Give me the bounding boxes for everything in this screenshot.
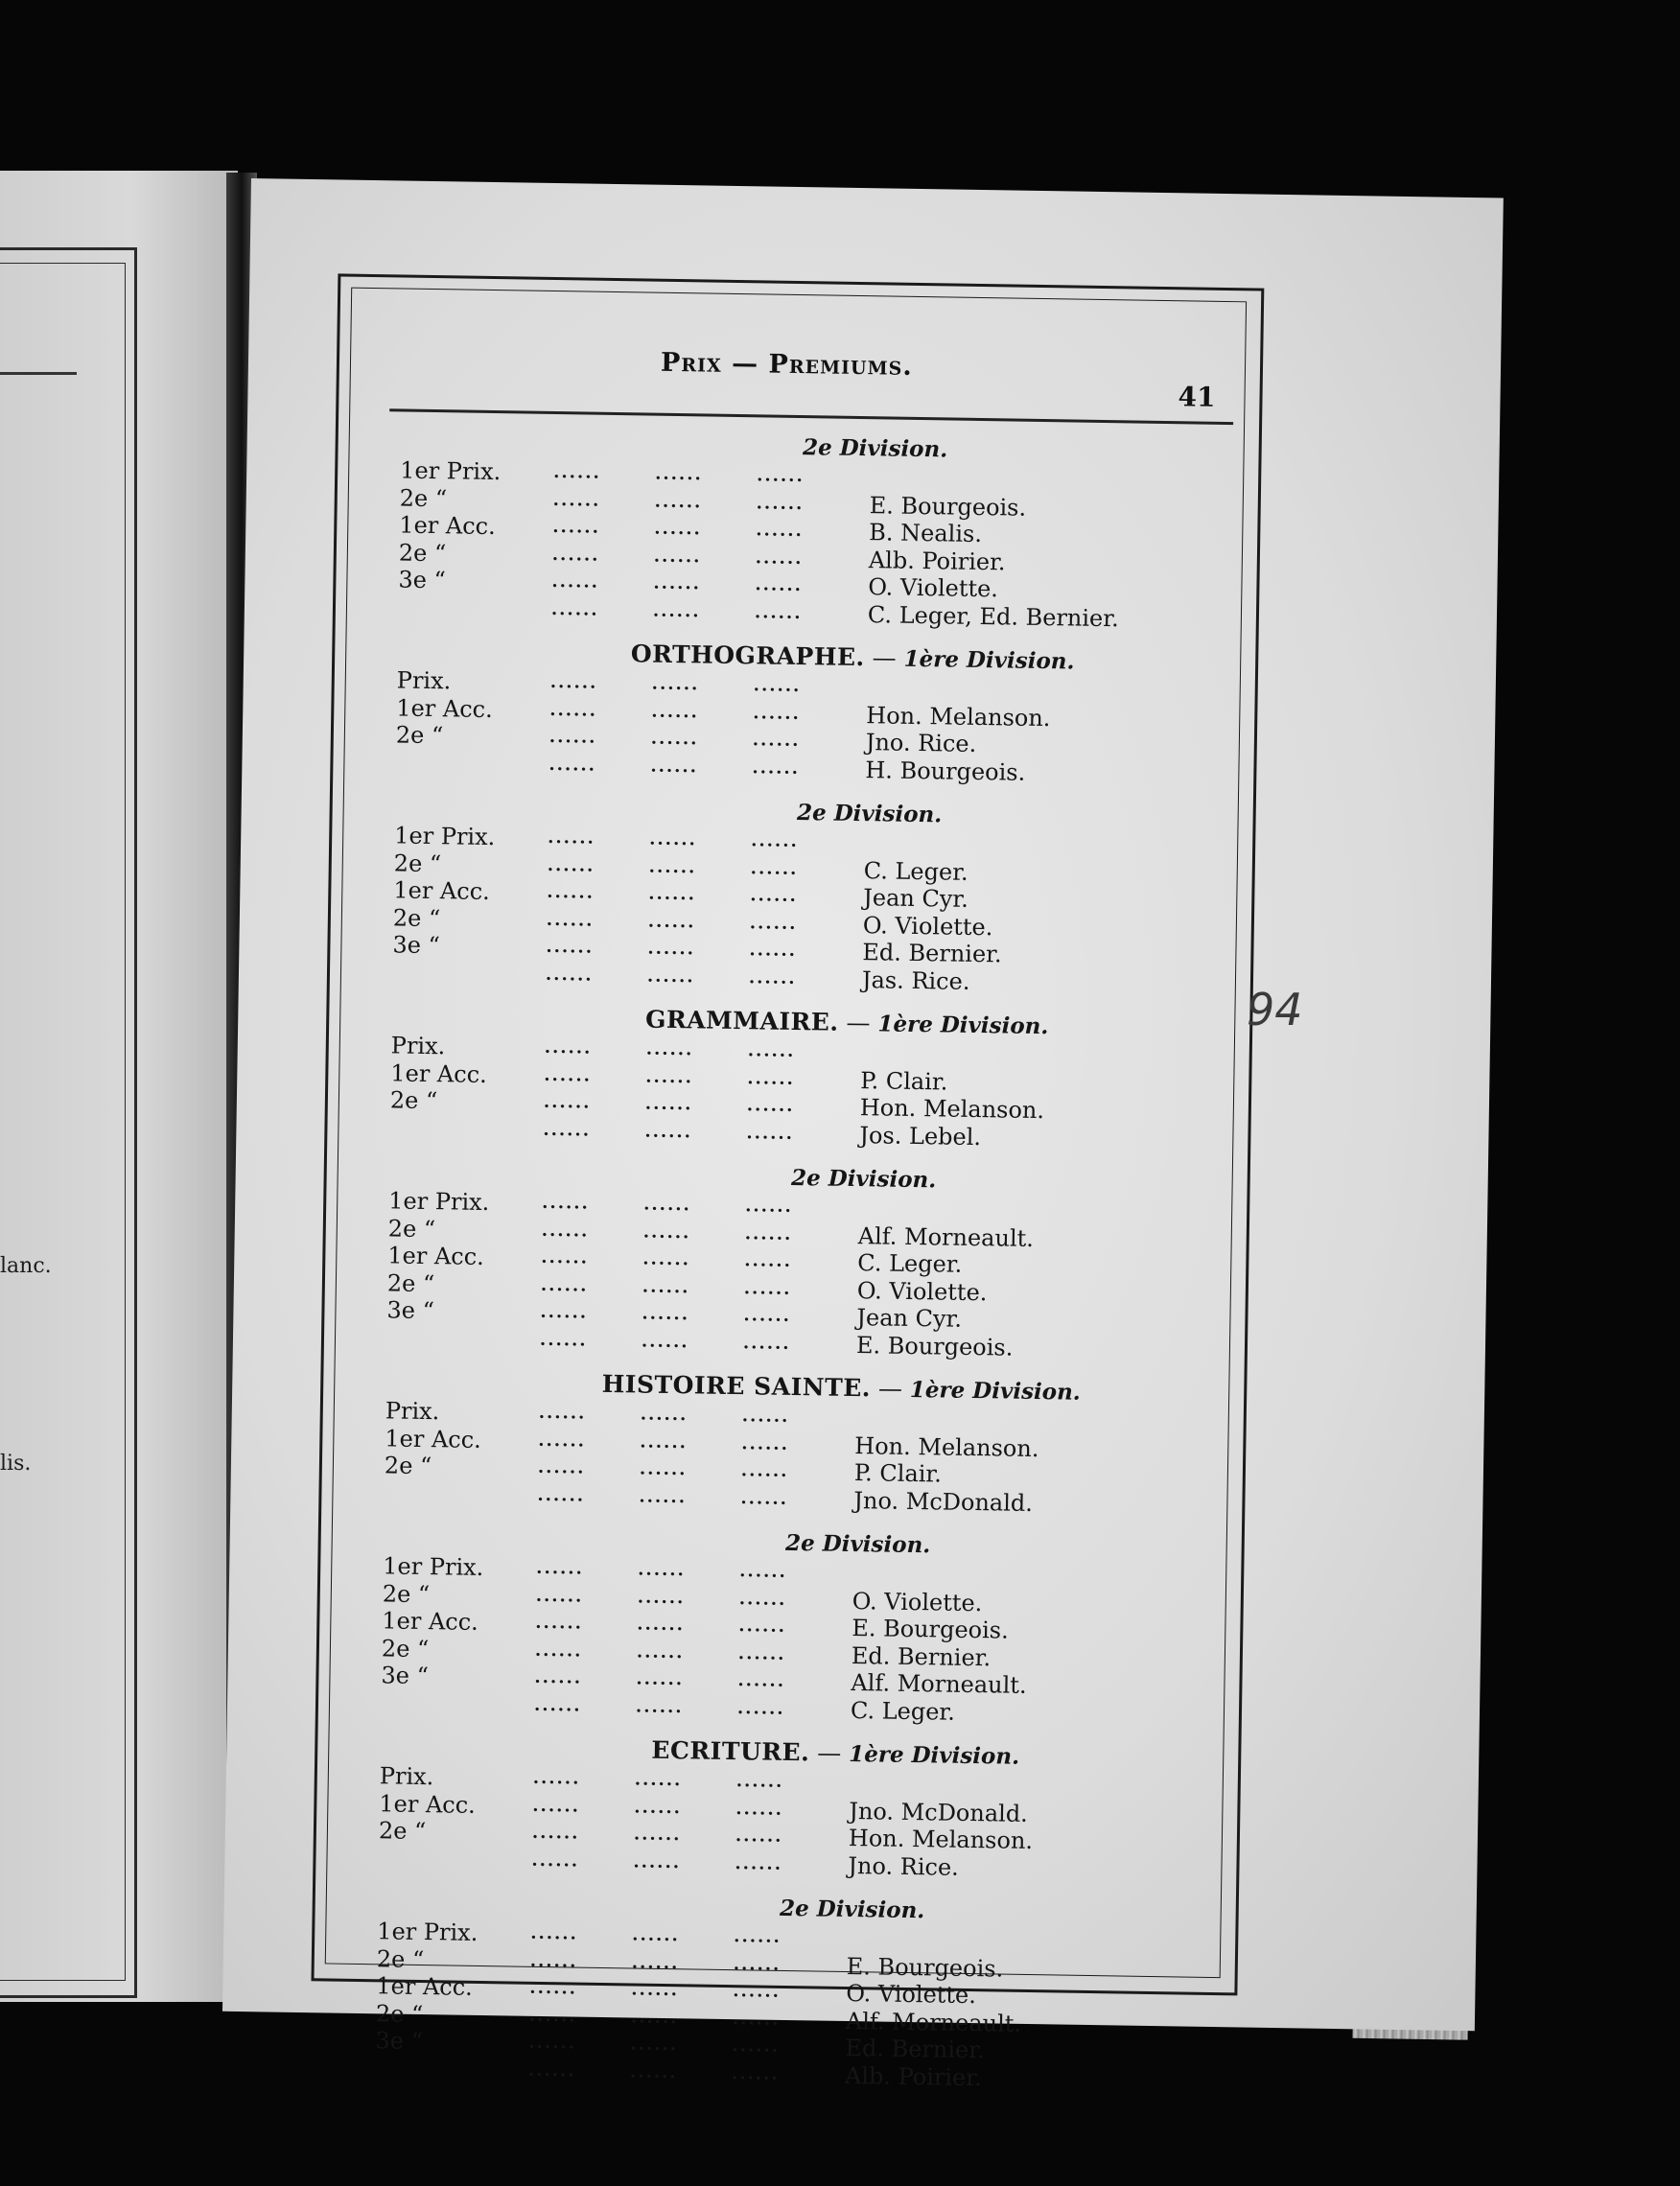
student-name: Alf. Morneault. <box>845 2007 1022 2037</box>
prize-rank: 1er Acc. <box>396 693 493 723</box>
leader-dots: ...... <box>756 492 805 514</box>
leader-dots: ...... <box>543 1091 592 1113</box>
leader-dots: ...... <box>732 2008 781 2030</box>
leader-dots: ...... <box>631 1951 680 1973</box>
leader-dots: ...... <box>532 1767 581 1789</box>
leader-dots: ...... <box>543 1119 592 1141</box>
leader-dots: ...... <box>655 463 703 485</box>
division-title: 2e Division. <box>802 434 948 463</box>
leader-dots: ...... <box>629 2060 678 2082</box>
prize-rank: Prix. <box>385 1397 440 1426</box>
leader-dots: ...... <box>634 1769 683 1791</box>
leader-dots: ...... <box>642 1276 690 1297</box>
leader-dots: ...... <box>741 1406 790 1427</box>
leader-dots: ...... <box>744 1222 793 1244</box>
prize-rank: 1er Acc. <box>399 511 496 541</box>
student-name: C. Leger. <box>857 1249 963 1278</box>
student-name: O. Violette. <box>862 911 993 941</box>
prize-rank: 2e “ <box>381 1634 430 1663</box>
leader-dots: ...... <box>651 673 700 695</box>
leader-dots: ...... <box>640 1431 688 1453</box>
leader-dots: ...... <box>532 1795 581 1817</box>
student-name: C. Leger, Ed. Bernier. <box>867 600 1119 632</box>
heading-dash: — <box>809 1738 850 1767</box>
prize-rank: Prix. <box>396 666 452 695</box>
leader-dots: ...... <box>749 940 798 962</box>
leader-dots: ...... <box>648 856 697 877</box>
leader-dots: ...... <box>743 1305 792 1326</box>
leader-dots: ...... <box>740 1460 789 1481</box>
student-name: E. Bourgeois. <box>852 1615 1009 1644</box>
leader-dots: ...... <box>739 1561 788 1582</box>
leader-dots: ...... <box>733 1953 782 1975</box>
leader-dots: ...... <box>637 1587 686 1608</box>
prize-rank: 2e “ <box>387 1214 436 1243</box>
leader-dots: ...... <box>646 965 695 987</box>
prize-section <box>384 1364 1210 1519</box>
left-page-fragment: lanc. <box>0 1254 52 1278</box>
leader-dots: ...... <box>636 1641 685 1663</box>
leader-dots: ...... <box>753 675 802 697</box>
leader-dots: ...... <box>642 1303 690 1325</box>
prize-section <box>375 1885 1202 2094</box>
leader-dots: ...... <box>738 1588 787 1610</box>
student-name: Jno. Rice. <box>865 729 977 757</box>
leader-dots: ...... <box>746 1095 795 1117</box>
leader-dots: ...... <box>631 1979 680 2001</box>
leader-dots: ...... <box>529 1950 578 1972</box>
prize-rank: Prix. <box>390 1032 446 1060</box>
left-page-inner-frame <box>0 263 126 1981</box>
leader-dots: ...... <box>748 966 797 988</box>
student-name: Jno. McDonald. <box>853 1486 1034 1517</box>
leader-dots: ...... <box>749 912 798 934</box>
leader-dots: ...... <box>737 1670 786 1691</box>
leader-dots: ...... <box>642 1221 691 1243</box>
leader-dots: ...... <box>742 1332 791 1354</box>
student-name: Jno. McDonald. <box>849 1797 1029 1827</box>
student-name: O. Violette. <box>846 1979 977 2010</box>
prize-rank: 1er Acc. <box>379 1789 477 1819</box>
prize-section <box>392 789 1220 998</box>
leader-dots: ...... <box>632 1924 681 1946</box>
leader-dots: ...... <box>542 1192 591 1214</box>
leader-dots: ...... <box>744 1250 793 1271</box>
leader-dots: ...... <box>633 1824 682 1846</box>
leader-dots: ...... <box>645 1066 694 1087</box>
leader-dots: ...... <box>643 1194 692 1216</box>
leader-dots: ...... <box>746 1122 795 1144</box>
leader-dots: ...... <box>639 1458 688 1480</box>
leader-dots: ...... <box>731 2062 780 2084</box>
leader-dots: ...... <box>639 1486 688 1507</box>
division-title: 2e Division. <box>790 1164 937 1194</box>
prize-rank: 2e “ <box>376 1944 425 1973</box>
prize-rank: 1er Prix. <box>400 456 502 486</box>
leader-dots: ...... <box>531 1849 580 1872</box>
prize-rank: 1er Acc. <box>382 1607 479 1636</box>
leader-dots: ...... <box>545 964 594 986</box>
division-title: 1ère Division. <box>848 1740 1020 1770</box>
student-name: Hon. Melanson. <box>848 1824 1034 1855</box>
leader-dots: ...... <box>747 1040 796 1062</box>
leader-dots: ...... <box>638 1559 687 1581</box>
subject-title: ECRITURE. <box>651 1735 810 1767</box>
leader-dots: ...... <box>549 671 598 693</box>
leader-dots: ...... <box>648 883 697 905</box>
prize-rank: 2e “ <box>395 721 444 750</box>
student-name: Jos. Lebel. <box>859 1121 982 1151</box>
prize-rank: 1er Acc. <box>376 1972 474 2001</box>
prize-section <box>398 424 1225 633</box>
page-number: 41 <box>1178 381 1216 413</box>
leader-dots: ...... <box>737 1642 786 1664</box>
prize-rank: 1er Prix. <box>377 1918 478 1946</box>
leader-dots: ...... <box>544 1064 593 1086</box>
leader-dots: ...... <box>536 1557 585 1579</box>
leader-dots: ...... <box>653 572 702 594</box>
division-title: 1ère Division. <box>909 1376 1082 1406</box>
leader-dots: ...... <box>552 516 601 538</box>
prize-rank: 3e “ <box>398 566 447 594</box>
leader-dots: ...... <box>551 570 600 593</box>
heading-dash: — <box>864 643 904 672</box>
prize-section <box>378 1730 1204 1884</box>
student-name: Alf. Morneault. <box>851 1669 1027 1699</box>
margin-pencil-note: 94 <box>1247 984 1303 1035</box>
leader-dots: ...... <box>531 1822 580 1844</box>
leader-dots: ...... <box>546 936 595 958</box>
left-page-header-rule <box>0 372 77 375</box>
prize-rank: 2e “ <box>392 903 441 932</box>
prize-rank: 3e “ <box>381 1662 430 1690</box>
division-title: 1ère Division. <box>877 1011 1049 1040</box>
student-name: O. Violette. <box>856 1276 988 1306</box>
division-title: 2e Division. <box>796 800 943 828</box>
leader-dots: ...... <box>539 1329 588 1351</box>
leader-dots: ...... <box>649 828 697 850</box>
division-title: 2e Division. <box>784 1529 931 1559</box>
leader-dots: ...... <box>736 1697 785 1719</box>
student-name: Alb. Poirier. <box>844 2061 982 2091</box>
prize-rank: 2e “ <box>382 1579 431 1608</box>
leader-dots: ...... <box>535 1612 584 1634</box>
right-page <box>222 178 1504 2091</box>
leader-dots: ...... <box>534 1640 583 1662</box>
prize-rank: 1er Acc. <box>385 1424 482 1453</box>
leader-dots: ...... <box>745 1196 793 1218</box>
prize-rank: 2e “ <box>393 849 442 877</box>
student-name: Hon. Melanson. <box>854 1431 1039 1462</box>
student-name: H. Bourgeois. <box>865 756 1026 786</box>
student-name: E. Bourgeois. <box>855 1331 1014 1361</box>
leader-dots: ...... <box>528 2032 577 2054</box>
student-name: P. Clair. <box>853 1459 943 1488</box>
leader-dots: ...... <box>540 1274 589 1296</box>
leader-dots: ...... <box>735 1852 783 1874</box>
student-name: Ed. Bernier. <box>845 2034 985 2064</box>
leader-dots: ...... <box>544 1036 593 1058</box>
leader-dots: ...... <box>548 826 596 849</box>
leader-dots: ...... <box>634 1796 683 1818</box>
prize-rank: 2e “ <box>384 1452 432 1480</box>
leader-dots: ...... <box>551 544 600 566</box>
leader-dots: ...... <box>735 1771 784 1792</box>
subject-title: GRAMMAIRE. <box>644 1005 839 1036</box>
leader-dots: ...... <box>547 881 595 903</box>
leader-dots: ...... <box>548 754 597 776</box>
leader-dots: ...... <box>743 1277 792 1299</box>
leader-dots: ...... <box>651 701 700 722</box>
leader-dots: ...... <box>653 546 702 567</box>
student-name: Jas. Rice. <box>861 965 970 995</box>
student-name: O. Violette. <box>852 1587 983 1616</box>
leader-dots: ...... <box>755 546 804 569</box>
subject-title: HISTOIRE SAINTE. <box>601 1369 872 1403</box>
student-name: C. Leger. <box>863 856 968 886</box>
prize-rank: 1er Prix. <box>388 1187 490 1217</box>
leader-dots: ...... <box>633 1850 682 1872</box>
leader-dots: ...... <box>732 2035 781 2057</box>
leader-dots: ...... <box>642 1248 691 1270</box>
leader-dots: ...... <box>537 1484 586 1506</box>
heading-dash: — <box>870 1374 911 1403</box>
leader-dots: ...... <box>553 461 601 483</box>
leader-dots: ...... <box>637 1614 686 1636</box>
leader-dots: ...... <box>538 1430 587 1452</box>
leader-dots: ...... <box>751 830 799 852</box>
leader-dots: ...... <box>740 1487 789 1509</box>
leader-dots: ...... <box>530 1922 579 1944</box>
student-name: C. Leger. <box>850 1696 956 1726</box>
left-page-fragment: lis. <box>0 1452 32 1476</box>
leader-dots: ...... <box>750 857 799 879</box>
prize-rank: 3e “ <box>375 2027 424 2056</box>
prize-rank: 2e “ <box>375 1999 424 2028</box>
prize-rank: 2e “ <box>378 1817 427 1846</box>
leader-dots: ...... <box>647 911 696 932</box>
leader-dots: ...... <box>537 1456 586 1478</box>
leader-dots: ...... <box>757 465 805 487</box>
leader-dots: ...... <box>741 1432 790 1454</box>
leader-dots: ...... <box>535 1585 584 1607</box>
leader-dots: ...... <box>747 1067 796 1089</box>
student-name: Alf. Morneault. <box>857 1221 1035 1252</box>
leader-dots: ...... <box>755 574 804 596</box>
leader-dots: ...... <box>540 1301 589 1323</box>
division-title: 1ère Division. <box>903 645 1075 675</box>
prize-rank: Prix. <box>379 1762 434 1791</box>
leader-dots: ...... <box>541 1246 590 1268</box>
leader-dots: ...... <box>754 601 803 623</box>
leader-dots: ...... <box>547 854 595 876</box>
leader-dots: ...... <box>654 518 703 540</box>
leader-dots: ...... <box>645 1038 694 1060</box>
student-name: E. Bourgeois. <box>846 1952 1004 1983</box>
leader-dots: ...... <box>552 489 601 511</box>
prize-rank: 1er Acc. <box>390 1058 487 1088</box>
leader-dots: ...... <box>647 938 696 960</box>
leader-dots: ...... <box>549 699 598 721</box>
leader-dots: ...... <box>738 1616 787 1637</box>
student-name: Hon. Melanson. <box>866 701 1051 732</box>
prize-rank: 2e “ <box>398 538 447 567</box>
premium-list <box>375 424 1225 2107</box>
student-name: Jean Cyr. <box>856 1304 963 1333</box>
prize-section <box>395 634 1222 788</box>
leader-dots: ...... <box>644 1093 693 1115</box>
running-header: Prix — Premiums. <box>660 347 913 382</box>
leader-dots: ...... <box>752 730 801 752</box>
leader-dots: ...... <box>636 1668 685 1690</box>
heading-dash: — <box>838 1008 878 1037</box>
leader-dots: ...... <box>644 1121 693 1142</box>
student-name: P. Clair. <box>860 1066 948 1096</box>
leader-dots: ...... <box>734 1926 782 1947</box>
prize-rank: 3e “ <box>392 931 441 960</box>
student-name: Hon. Melanson. <box>859 1094 1045 1125</box>
leader-dots: ...... <box>654 491 703 512</box>
left-page <box>0 171 238 2002</box>
leader-dots: ...... <box>753 702 802 724</box>
leader-dots: ...... <box>538 1402 587 1424</box>
student-name: Ed. Bernier. <box>862 939 1002 968</box>
prize-rank: 2e “ <box>386 1268 435 1297</box>
student-name: Jno. Rice. <box>848 1851 960 1881</box>
prize-section <box>381 1520 1208 1729</box>
leader-dots: ...... <box>635 1695 684 1717</box>
leader-dots: ...... <box>630 2034 679 2056</box>
student-name: B. Nealis. <box>869 519 983 548</box>
prize-rank: 1er Prix. <box>394 822 496 851</box>
leader-dots: ...... <box>641 1331 689 1352</box>
leader-dots: ...... <box>528 2005 577 2027</box>
leader-dots: ...... <box>533 1694 582 1716</box>
prize-section <box>386 1154 1214 1363</box>
student-name: Jean Cyr. <box>863 884 969 913</box>
leader-dots: ...... <box>546 909 595 931</box>
leader-dots: ...... <box>650 756 699 777</box>
prize-rank: 2e “ <box>399 483 448 512</box>
leader-dots: ...... <box>733 1981 782 2002</box>
student-name: E. Bourgeois. <box>869 491 1027 522</box>
leader-dots: ...... <box>752 756 801 779</box>
leader-dots: ...... <box>640 1404 688 1426</box>
prize-rank: 3e “ <box>386 1296 435 1325</box>
leader-dots: ...... <box>650 728 699 750</box>
prize-rank: 1er Acc. <box>393 876 490 905</box>
leader-dots: ...... <box>735 1826 783 1847</box>
leader-dots: ...... <box>548 726 597 748</box>
student-name: O. Violette. <box>868 573 999 603</box>
subject-title: ORTHOGRAPHE. <box>630 640 865 672</box>
leader-dots: ...... <box>756 520 805 542</box>
leader-dots: ...... <box>534 1666 583 1688</box>
leader-dots: ...... <box>541 1220 590 1242</box>
leader-dots: ...... <box>630 2006 679 2028</box>
prize-rank: 2e “ <box>389 1086 438 1115</box>
division-title: 2e Division. <box>779 1895 925 1924</box>
prize-section <box>389 999 1216 1153</box>
leader-dots: ...... <box>527 2059 576 2081</box>
prize-rank: 1er Prix. <box>383 1552 484 1581</box>
prize-rank: 1er Acc. <box>387 1242 485 1270</box>
leader-dots: ...... <box>735 1798 784 1820</box>
leader-dots: ...... <box>550 598 599 620</box>
student-name: Ed. Bernier. <box>851 1641 992 1671</box>
student-name: Alb. Poirier. <box>868 546 1006 575</box>
leader-dots: ...... <box>750 885 799 907</box>
leader-dots: ...... <box>652 600 701 621</box>
leader-dots: ...... <box>529 1977 578 1999</box>
